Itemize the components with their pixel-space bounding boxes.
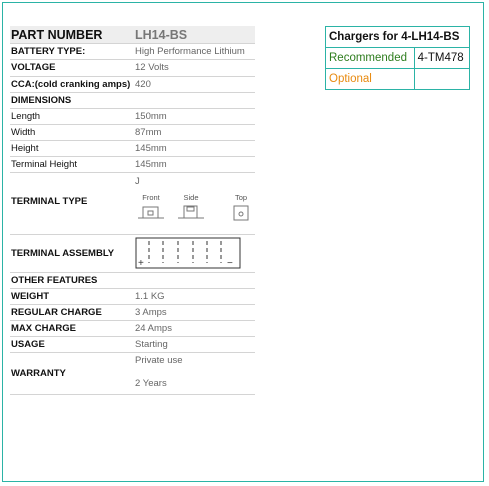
width-label: Width: [11, 126, 36, 138]
width-value: 87mm: [135, 126, 162, 138]
chargers-title: Chargers for 4-LH14-BS: [326, 27, 470, 48]
warranty-value-usage: Private use: [135, 354, 183, 366]
weight-row: [10, 289, 255, 305]
weight-label: WEIGHT: [11, 290, 49, 302]
optional-label: Optional: [326, 69, 415, 90]
terminal-height-value: 145mm: [135, 158, 167, 170]
usage-row: [10, 337, 255, 353]
battery-type-value: High Performance Lithium: [135, 46, 245, 57]
regular-charge-row: [10, 305, 255, 321]
other-features-label: OTHER FEATURES: [11, 274, 98, 286]
width-row: [10, 125, 255, 141]
length-label: Length: [11, 110, 41, 122]
length-row: [10, 109, 255, 125]
height-value: 145mm: [135, 142, 167, 154]
terminal-top-view: [232, 193, 250, 224]
optional-charger-value: [414, 69, 469, 90]
cca-value: 420: [135, 78, 151, 90]
dimensions-label: DIMENSIONS: [11, 94, 72, 106]
terminal-minus-sign: −: [227, 257, 233, 269]
terminal-type-row: [10, 173, 255, 235]
terminal-type-label: TERMINAL TYPE: [11, 195, 88, 207]
warranty-row: [10, 353, 255, 395]
terminal-side-view: [178, 193, 204, 220]
cca-label: CCA:(cold cranking amps): [11, 78, 131, 90]
terminal-top-icon: [232, 204, 250, 224]
recommended-charger-value[interactable]: 4-TM478: [414, 48, 469, 69]
voltage-value: 12 Volts: [135, 62, 169, 74]
usage-value: Starting: [135, 338, 168, 350]
max-charge-value: 24 Amps: [135, 322, 172, 334]
warranty-value-period: 2 Years: [135, 377, 167, 389]
usage-label: USAGE: [11, 338, 45, 350]
max-charge-row: [10, 321, 255, 337]
length-value: 150mm: [135, 110, 167, 122]
regular-charge-label: REGULAR CHARGE: [11, 306, 102, 318]
recommended-label: Recommended: [326, 48, 415, 69]
terminal-assembly-row: [10, 235, 255, 273]
battery-type-row: [10, 44, 255, 60]
height-label: Height: [11, 142, 39, 154]
other-features-row: [10, 273, 255, 289]
terminal-side-label: Side: [183, 192, 199, 202]
cca-row: [10, 77, 255, 93]
terminal-front-view: [138, 193, 164, 220]
terminal-assembly-label: TERMINAL ASSEMBLY: [11, 247, 115, 259]
terminal-top-label: Top: [234, 192, 248, 202]
terminal-front-icon: [138, 204, 164, 220]
terminal-type-value: J: [135, 175, 140, 187]
warranty-label: WARRANTY: [11, 367, 66, 379]
terminal-assembly-diagram: [135, 237, 241, 269]
weight-value: 1.1 KG: [135, 290, 165, 302]
terminal-height-label: Terminal Height: [11, 158, 77, 170]
terminal-side-icon: [178, 204, 204, 220]
battery-type-label: BATTERY TYPE:: [11, 46, 86, 57]
terminal-front-label: Front: [142, 192, 160, 202]
part-number-row: [10, 26, 255, 44]
height-row: [10, 141, 255, 157]
chargers-table: [325, 26, 470, 90]
part-number-label: PART NUMBER: [11, 27, 103, 42]
terminal-plus-sign: +: [138, 257, 144, 269]
terminal-height-row: [10, 157, 255, 173]
spec-table: [10, 26, 255, 395]
voltage-label: VOLTAGE: [11, 62, 56, 74]
voltage-row: [10, 60, 255, 77]
regular-charge-value: 3 Amps: [135, 306, 167, 318]
max-charge-label: MAX CHARGE: [11, 322, 76, 334]
dimensions-row: [10, 93, 255, 109]
part-number-value: LH14-BS: [135, 27, 188, 42]
